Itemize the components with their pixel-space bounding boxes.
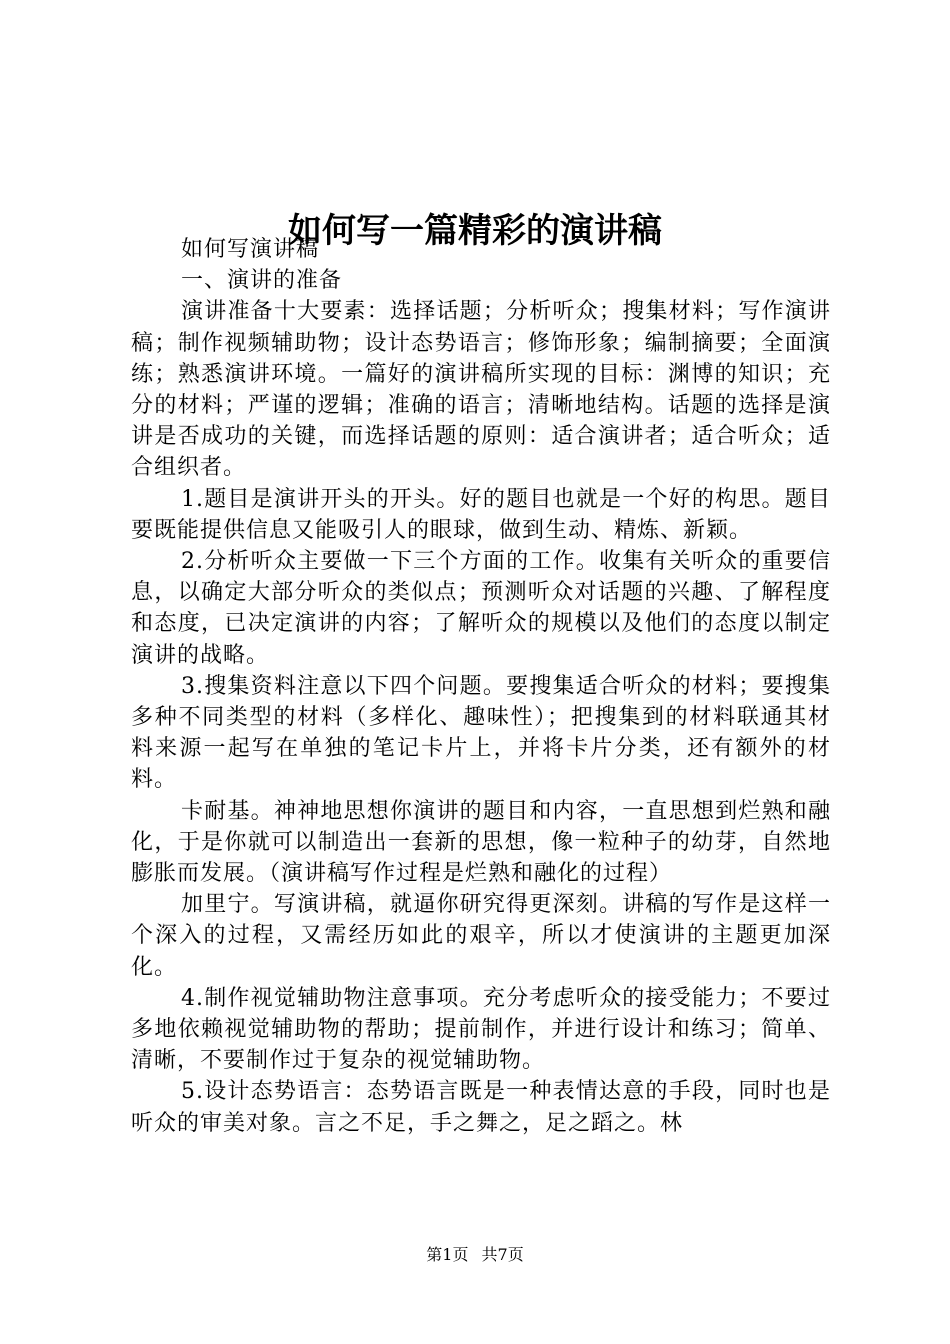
paragraph-body: 卡耐基。神神地思想你演讲的题目和内容，一直思想到烂熟和融化，于是你就可以制造出一套新的思想，像一粒种子的幼芽，自然地膨胀而发展。（演讲稿写作过程是烂熟和融化的过程） bbox=[131, 798, 831, 887]
paragraph-section-heading: 一、演讲的准备 bbox=[181, 268, 343, 294]
page-number: 第1页 bbox=[426, 1245, 469, 1264]
paragraph-body: 3.搜集资料注意以下四个问题。要搜集适合听众的材料；要搜集多种不同类型的材料（多样化、趣味性）；把搜集到的材料联通其材料来源一起写在单独的笔记卡片上，并将卡片分类，还有额外的材料。 bbox=[131, 673, 831, 793]
paragraph-body: 2.分析听众主要做一下三个方面的工作。收集有关听众的重要信息，以确定大部分听众的类似点；预测听众对话题的兴趣、了解程度和态度，已决定演讲的内容；了解听众的规模以及他们的态度以制定演讲的战略。 bbox=[131, 549, 831, 668]
paragraph-body: 加里宁。写演讲稿，就逼你研究得更深刻。讲稿的写作是这样一个深入的过程，又需经历如此的艰辛，所以才使演讲的主题更加深化。 bbox=[131, 892, 831, 980]
paragraph-body: 4.制作视觉辅助物注意事项。充分考虑听众的接受能力；不要过多地依赖视觉辅助物的帮助；提前制作，并进行设计和练习；简单、清晰，不要制作过于复杂的视觉辅助物。 bbox=[131, 985, 831, 1074]
paragraph-body: 演讲准备十大要素：选择话题；分析听众；搜集材料；写作演讲稿；制作视频辅助物；设计态势语言；修饰形象；编制摘要；全面演练；熟悉演讲环境。一篇好的演讲稿所实现的目标：渊博的知识；充分的材料；严谨的逻辑；准确的语言；清晰地结构。话题的选择是演讲是否成功的关键，而选择话题的原则：适合演讲者；适合听众；适合组织者。 bbox=[131, 299, 831, 481]
page-total: 共7页 bbox=[481, 1245, 524, 1264]
document-title: 如何写一篇精彩的演讲稿 bbox=[288, 210, 662, 251]
document-body bbox=[131, 234, 831, 1139]
paragraph-body: 5.设计态势语言：态势语言既是一种表情达意的手段，同时也是听众的审美对象。言之不足，手之舞之，足之蹈之。林 bbox=[131, 1079, 831, 1136]
page-footer bbox=[0, 1244, 950, 1266]
paragraph-body: 1.题目是演讲开头的开头。好的题目也就是一个好的构思。题目要既能提供信息又能吸引人的眼球，做到生动、精炼、新颖。 bbox=[131, 486, 831, 543]
paragraph-subtitle: 如何写演讲稿 bbox=[181, 237, 320, 262]
